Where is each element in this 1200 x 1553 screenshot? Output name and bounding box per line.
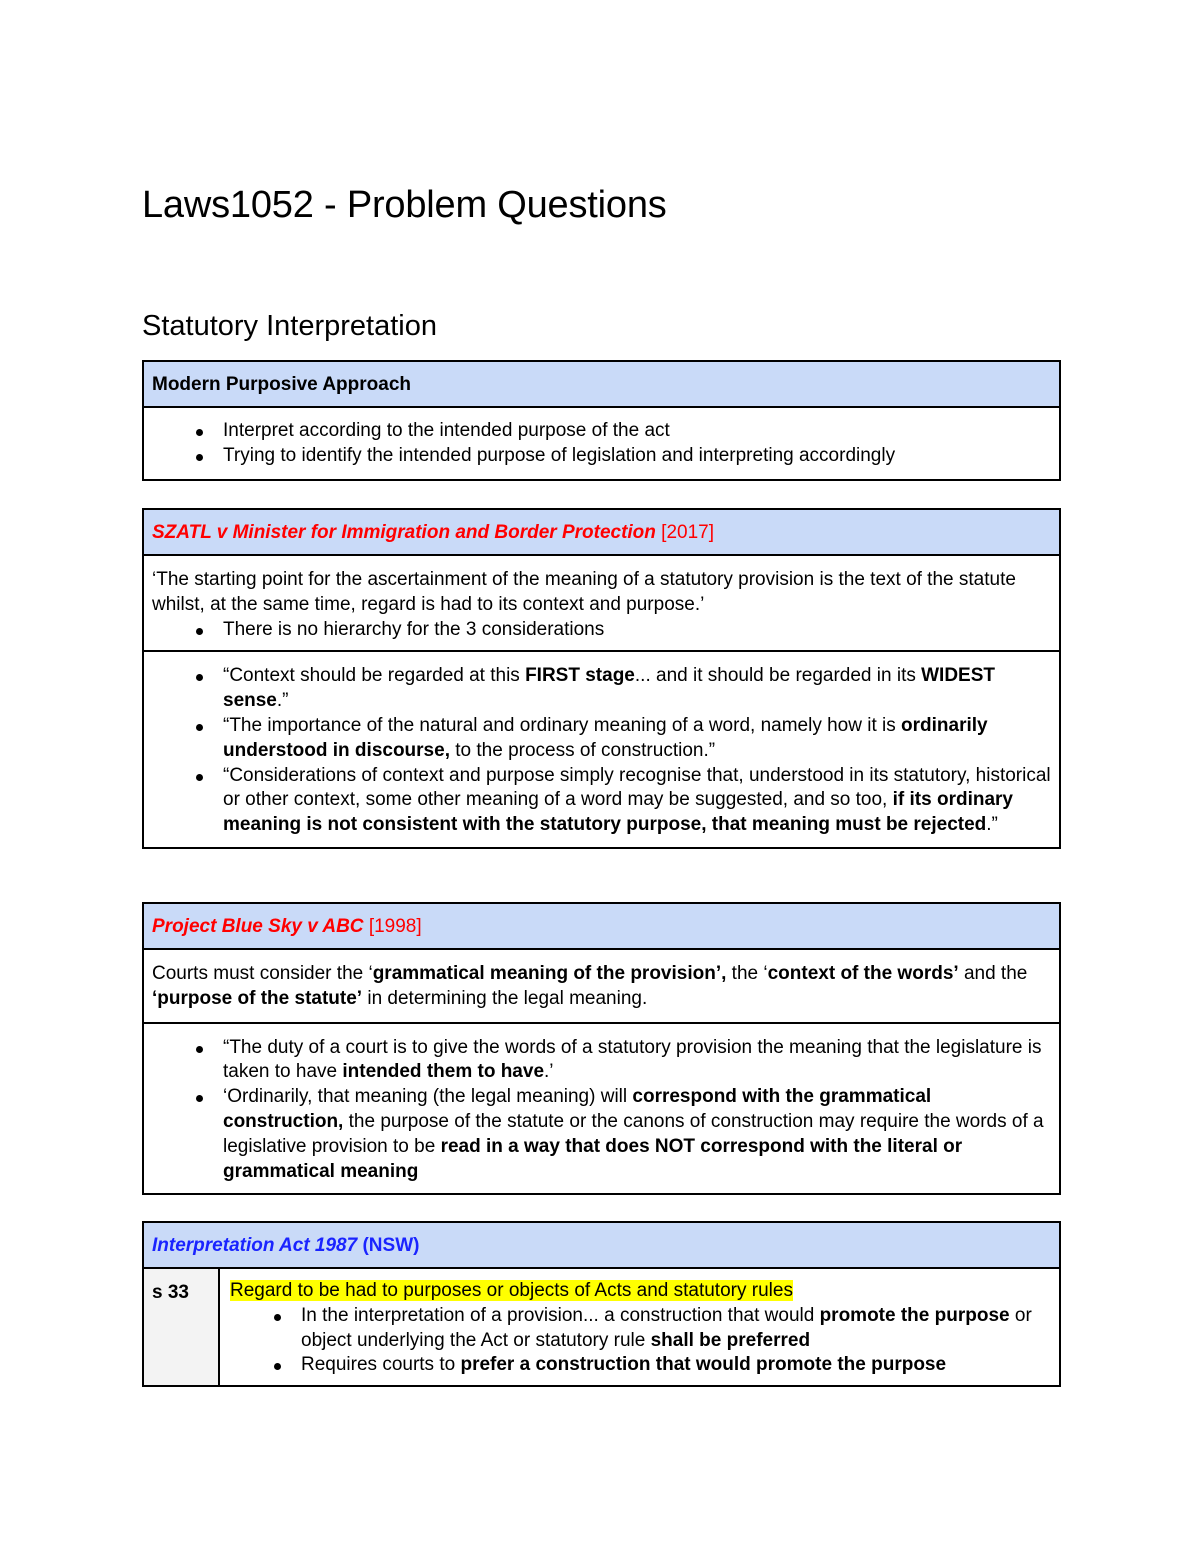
bullet-list — [152, 1036, 1051, 1185]
bullet-list — [230, 1304, 1051, 1378]
case-name: Project Blue Sky v ABC — [152, 916, 364, 937]
case-year: [2017] — [655, 522, 715, 543]
modern-purposive-card — [142, 360, 1061, 481]
case-summary: Courts must consider the ‘grammatical meaning of the provision’, the ‘context of the words’ and the ‘purpose of the statute’ in determining the legal meaning. — [152, 963, 1028, 1009]
case-year: [1998] — [363, 916, 422, 937]
act-jurisdiction: (NSW) — [357, 1235, 420, 1256]
list-item: “The importance of the natural and ordinary meaning of a word, namely how it is ordinarily understood in discourse, to the process of construction.” — [152, 714, 1051, 764]
page-title: Laws1052 - Problem Questions — [142, 184, 667, 226]
card-header — [144, 362, 1059, 408]
list-item: Trying to identify the intended purpose of legislation and interpreting accordingly — [152, 444, 1051, 469]
interpretation-act-card — [142, 1221, 1061, 1387]
list-item: ‘Ordinarily, that meaning (the legal meaning) will correspond with the grammatical construction, the purpose of the statute or the canons of construction may require the words of a legislative provision to be read in a way that does NOT correspond with the literal or grammatical meaning — [152, 1085, 1051, 1184]
list-item: There is no hierarchy for the 3 considerations — [152, 618, 1051, 643]
blue-sky-case-card — [142, 902, 1061, 1195]
card-header-title: Modern Purposive Approach — [152, 374, 411, 395]
case-name: SZATL v Minister for Immigration and Border Protection — [152, 522, 656, 543]
szatl-case-card — [142, 508, 1061, 849]
card-header — [144, 904, 1059, 950]
list-item: “The duty of a court is to give the words of a statutory provision the meaning that the legislature is taken to have intended them to have.’ — [152, 1036, 1051, 1086]
bullet-list — [152, 618, 1051, 643]
bullet-list — [152, 664, 1051, 838]
list-item: “Considerations of context and purpose simply recognise that, understood in its statutory, historical or other context, some other meaning of a word may be suggested, and so too, if its ordinary meaning is not consistent with the statutory purpose, that meaning must be rejected.” — [152, 764, 1051, 838]
card-header — [144, 510, 1059, 556]
list-item: Interpret according to the intended purpose of the act — [152, 419, 1051, 444]
section-row — [144, 1269, 1059, 1385]
card-header — [144, 1223, 1059, 1269]
act-name: Interpretation Act 1987 — [152, 1235, 358, 1256]
list-item: “Context should be regarded at this FIRST stage... and it should be regarded in its WIDEST sense.” — [152, 664, 1051, 714]
section-heading-highlighted: Regard to be had to purposes or objects of Acts and statutory rules — [230, 1280, 793, 1301]
section-heading: Statutory Interpretation — [142, 310, 437, 342]
list-item: In the interpretation of a provision... a construction that would promote the purpose or object underlying the Act or statutory rule shall be preferred — [230, 1304, 1051, 1354]
list-item: Requires courts to prefer a construction that would promote the purpose — [230, 1353, 1051, 1378]
bullet-list — [152, 419, 1051, 469]
case-quote: ‘The starting point for the ascertainment of the meaning of a statutory provision is the text of the statute whilst, at the same time, regard is had to its context and purpose.’ — [152, 569, 1016, 615]
section-label: s 33 — [144, 1269, 220, 1385]
